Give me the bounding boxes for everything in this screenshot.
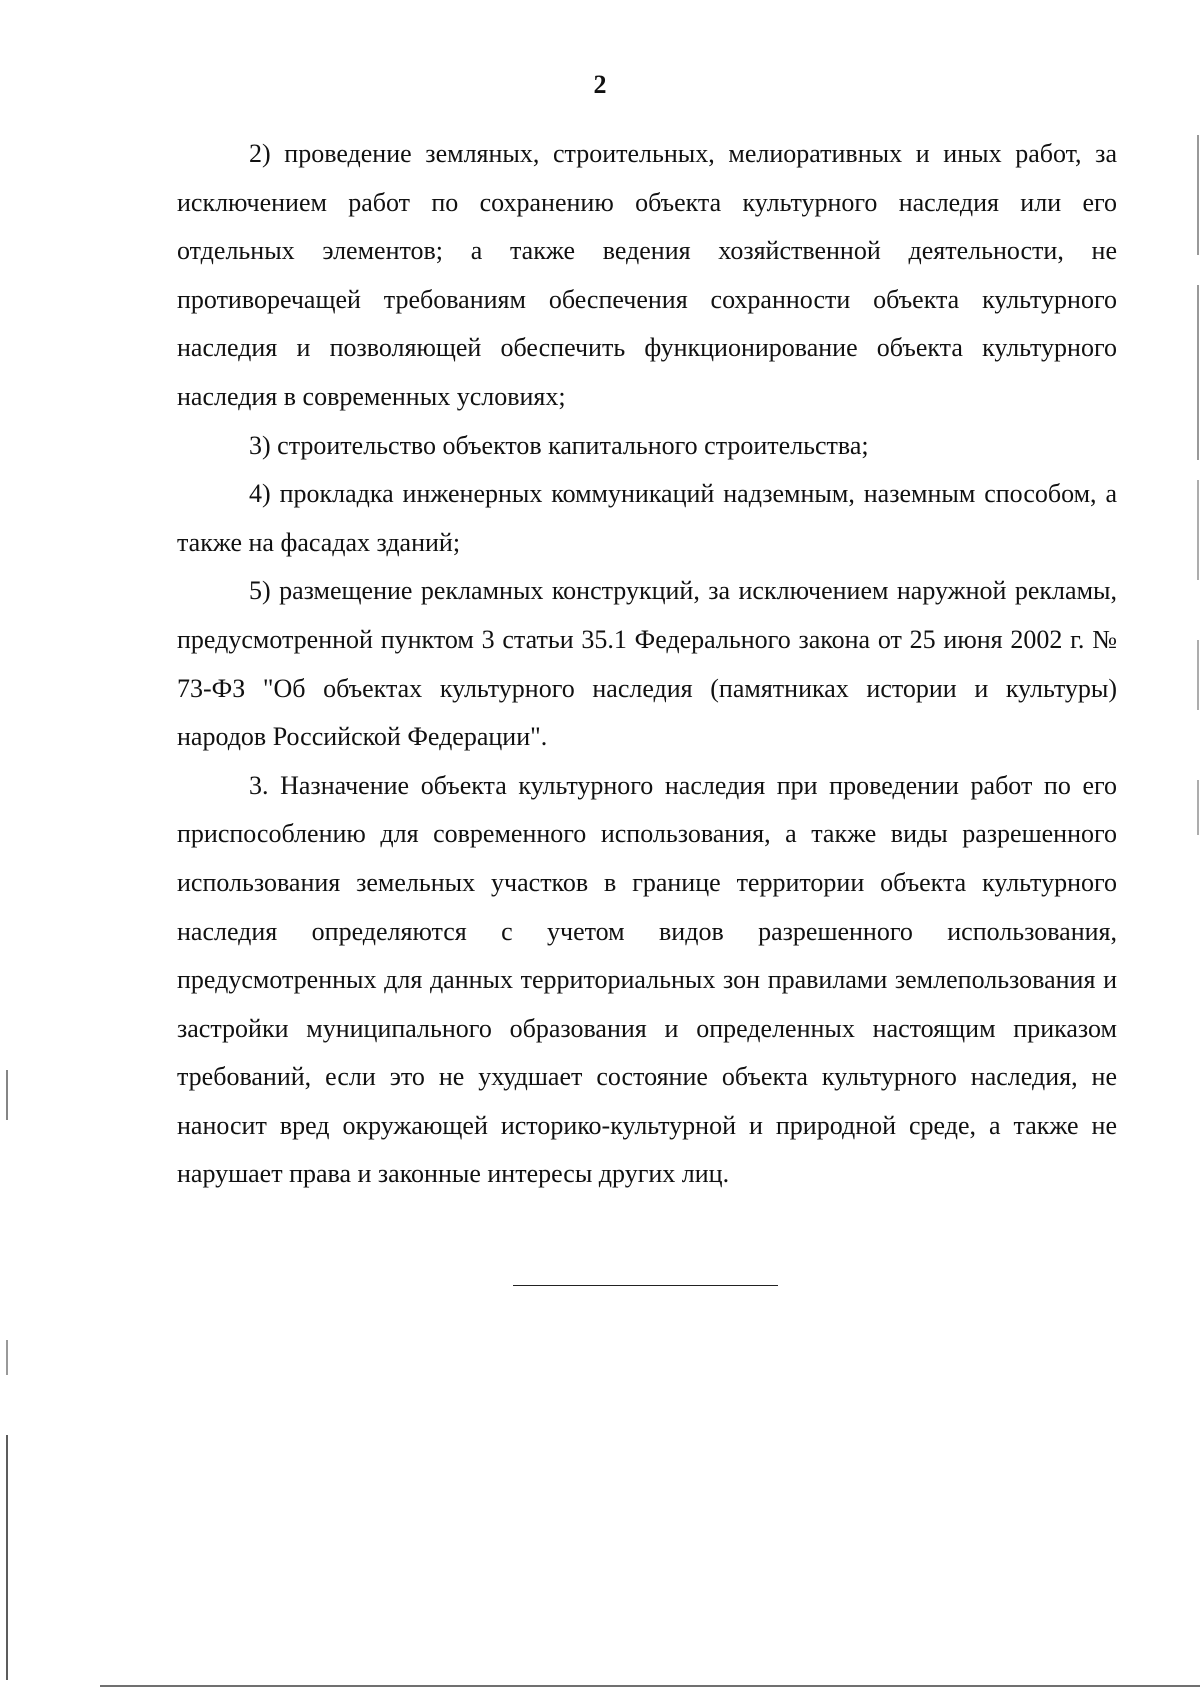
scan-edge-mark xyxy=(1197,480,1199,580)
paragraph-item-2: 2) проведение земляных, строительных, мелиоративных и иных работ, за исключением работ по сохранению объекта культурного наследия или его отдельных элементов; а также ведения хозяйственной деятельности, не противоречащей требованиям обеспечения сохранности объекта культурного наследия и позволяющей обеспечить функционирование объекта культурного наследия в современных условиях; xyxy=(177,139,1117,411)
scan-edge-mark xyxy=(6,1070,8,1120)
scan-edge-mark xyxy=(1197,135,1199,255)
scan-edge-mark xyxy=(6,1340,8,1375)
paragraph-clause-3: 3. Назначение объекта культурного наследия при проведении работ по его приспособлению для современного использования, а также виды разрешенного использования земельных участков в границе территории объекта культурного наследия определяются с учетом видов разрешенного использования, предусмотренных для данных территориальных зон правилами землепользования и застройки муниципального образования и определенных настоящим приказом требований, если это не ухудшает состояние объекта культурного наследия, не наносит вред окружающей историко-культурной и природной среде, а также не нарушает права и законные интересы других лиц. xyxy=(177,770,1117,1189)
end-divider xyxy=(513,1285,778,1286)
paragraph-item-3: 3) строительство объектов капитального строительства; xyxy=(249,430,869,460)
scan-edge-mark xyxy=(1197,780,1199,835)
scan-edge-mark xyxy=(1197,285,1199,460)
scan-edge-mark xyxy=(6,1435,8,1680)
scan-edge-mark xyxy=(100,1685,1200,1687)
document-body xyxy=(177,130,1117,1199)
scan-edge-mark xyxy=(1197,640,1199,710)
page-number: 2 xyxy=(593,70,607,99)
paragraph-item-4: 4) прокладка инженерных коммуникаций надземным, наземным способом, а также на фасадах зданий; xyxy=(177,479,1117,557)
paragraph-item-5: 5) размещение рекламных конструкций, за исключением наружной рекламы, предусмотренной пунктом 3 статьи 35.1 Федерального закона от 25 июня 2002 г. № 73-ФЗ "Об объектах культурного наследия (памятниках истории и культуры) народов Российской Федерации". xyxy=(177,576,1117,752)
